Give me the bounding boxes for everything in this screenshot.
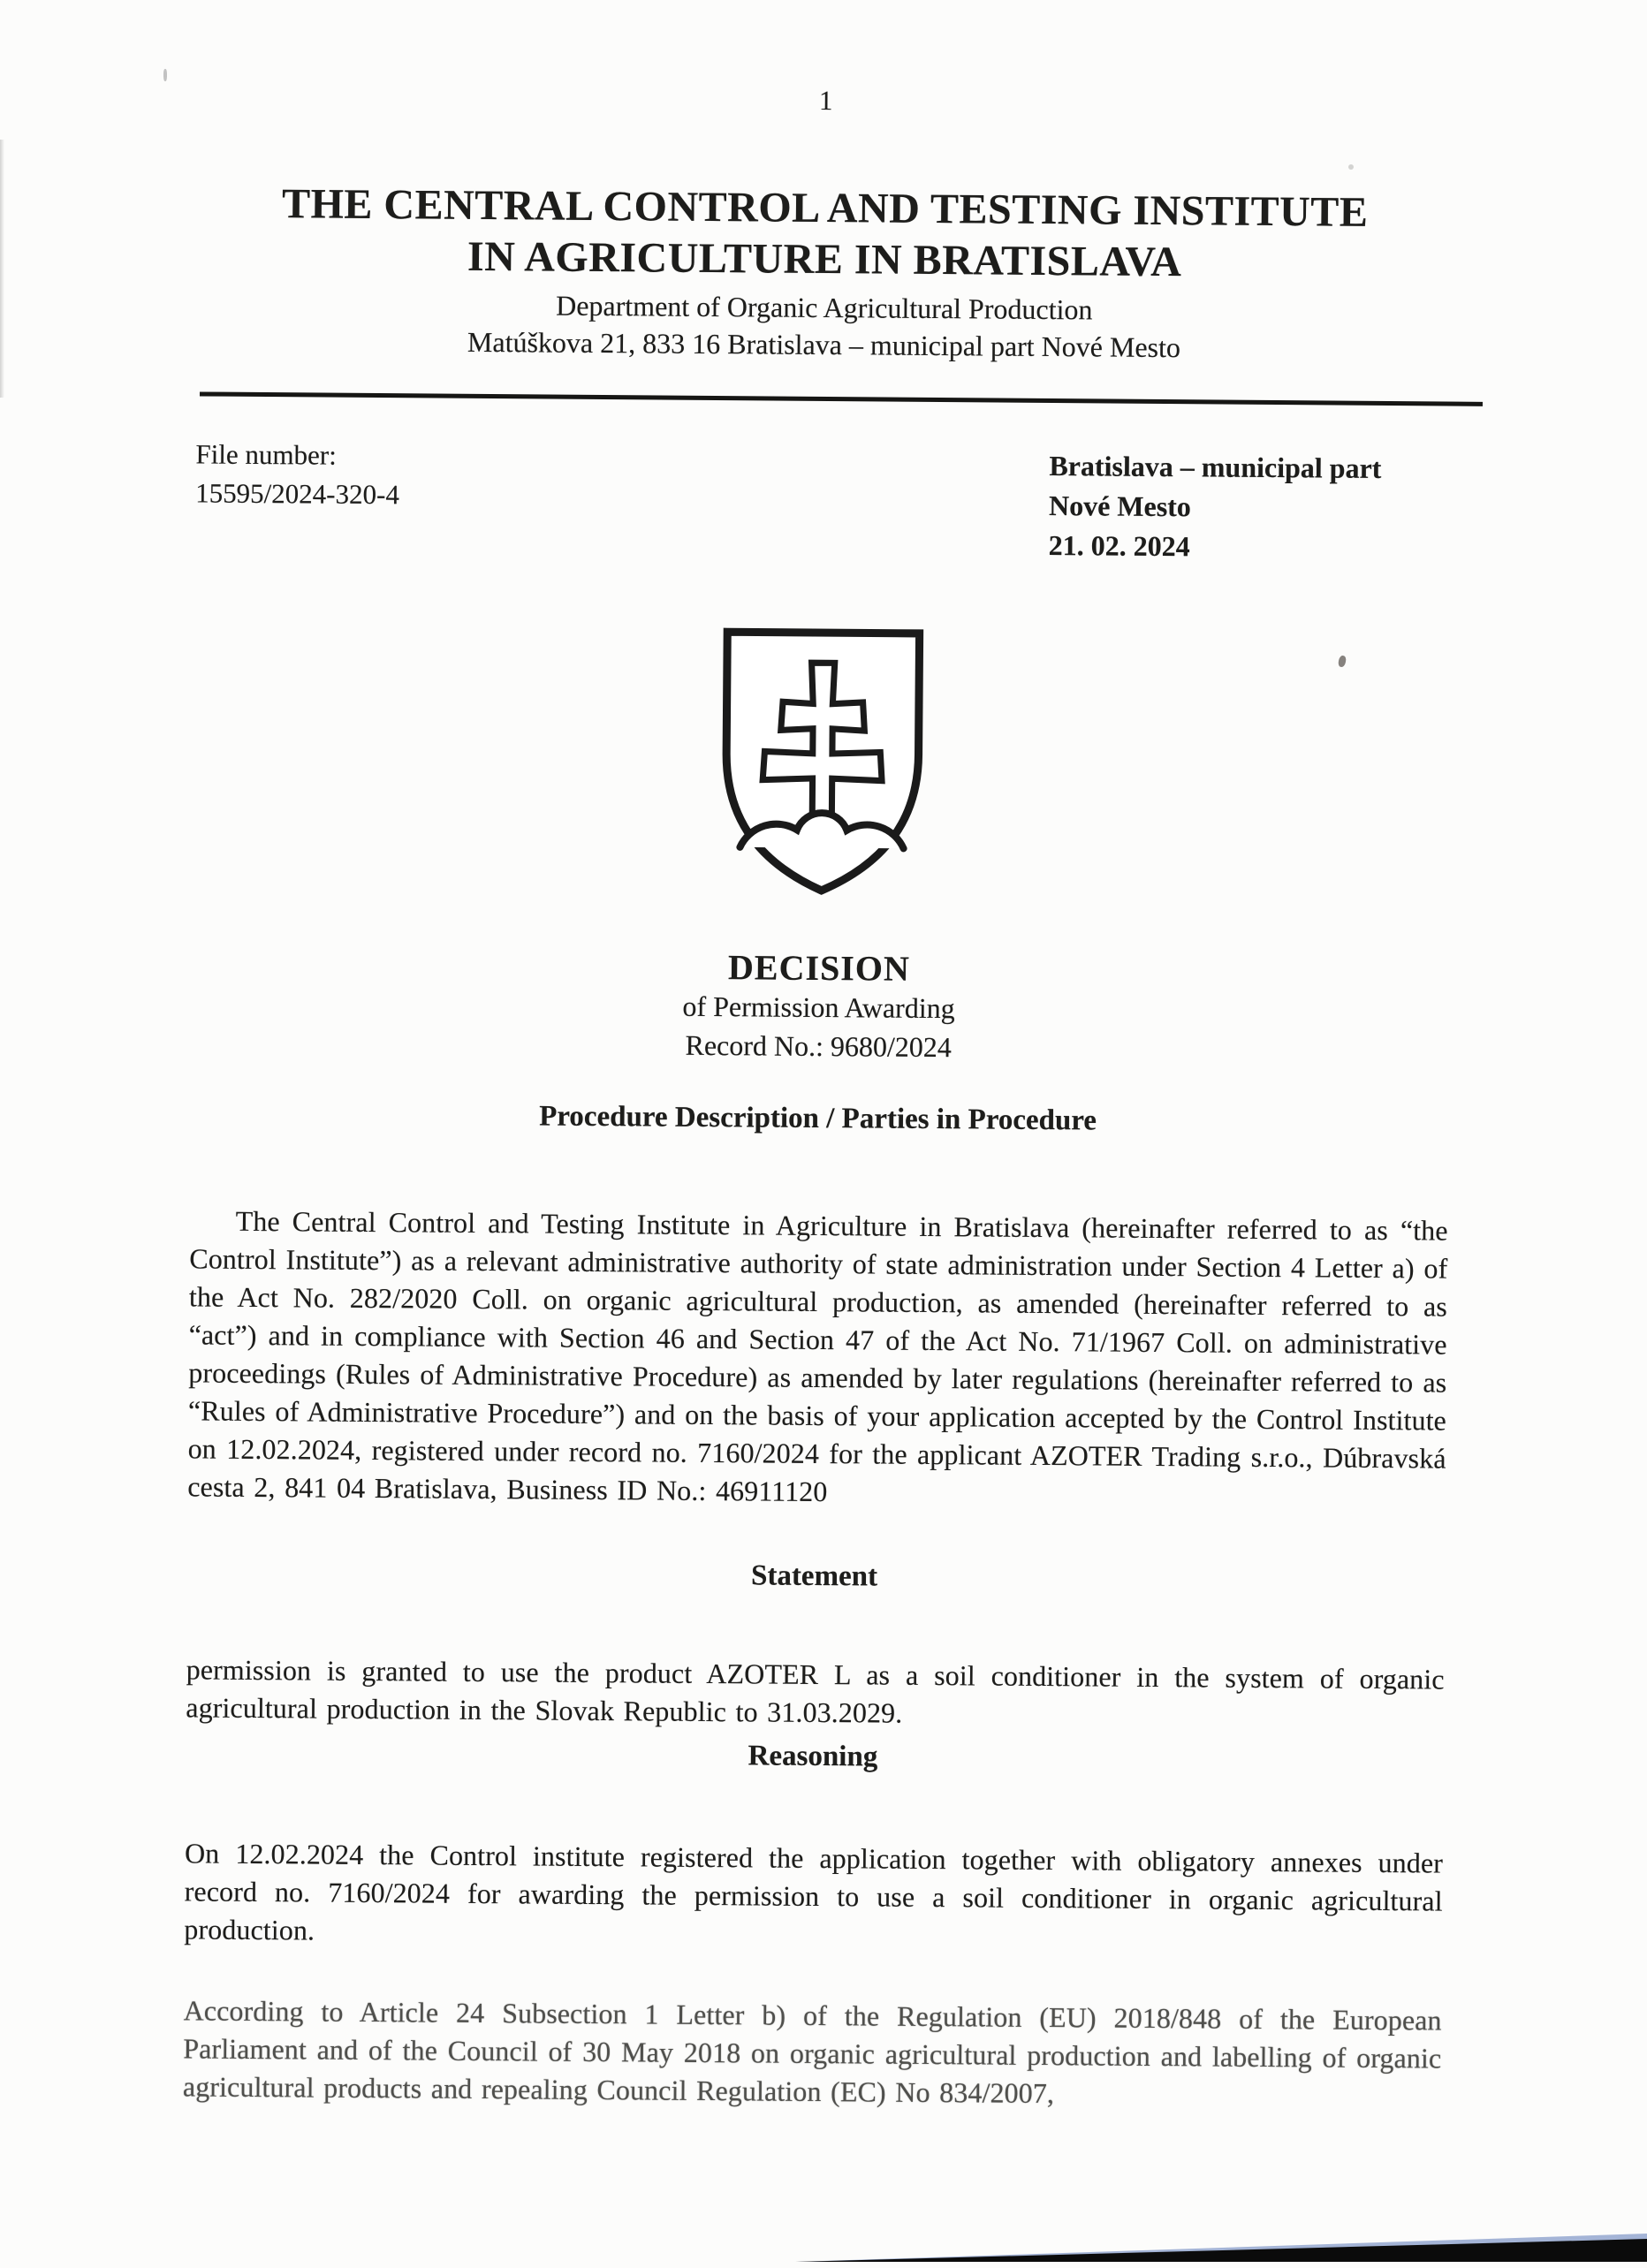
procedure-paragraph: The Central Control and Testing Institute in Agriculture in Bratislava (hereinafter referred to as “the Control Institute”) as a relevant administrative authority of state administration under Section 4 Letter a) of the Act No. 282/2020 Coll. on organic agricultural production, as amended (hereinafter referred to as “act”) and in compliance with Section 46 and Section 47 of the Act No. 71/1967 Coll. on administrative proceedings (Rules of Administrative Procedure) as amended by later regulations (hereinafter referred to as “Rules of Administrative Procedure”) and on the basis of your application accepted by the Control Institute on 12.02.2024, registered under record no. 7160/2024 for the applicant AZOTER Trading s.r.o., Dúbravská cesta 2, 841 04 Bratislava, Business ID No.: 46911120 — [187, 1204, 1448, 1508]
scan-edge-shadow — [0, 140, 4, 398]
section-heading-reasoning: Reasoning — [748, 1740, 878, 1773]
scan-artifact-bottom-band — [0, 2223, 1647, 2262]
place-line1: Bratislava – municipal part — [1049, 450, 1382, 484]
header-divider-rule — [200, 391, 1483, 406]
decision-heading: DECISION — [727, 947, 911, 989]
decision-record-number: Record No.: 9680/2024 — [685, 1028, 953, 1064]
page-number: 1 — [818, 84, 833, 117]
place-line2: Nové Mesto — [1048, 489, 1192, 523]
file-number-block — [195, 435, 399, 514]
institute-title-line2: IN AGRICULTURE IN BRATISLAVA — [467, 232, 1182, 286]
place-date-block — [1049, 446, 1382, 568]
decision-subheading: of Permission Awarding — [682, 990, 955, 1025]
file-number-value: 15595/2024-320-4 — [195, 477, 400, 511]
reasoning-paragraph-1: On 12.02.2024 the Control institute registered the application together with obligatory annexes under record no. 7160/2024 for awarding the permission to use a soil conditioner in organic agricultural production. — [184, 1837, 1444, 1946]
department-line: Department of Organic Agricultural Production — [556, 289, 1093, 326]
date-line: 21. 02. 2024 — [1048, 529, 1190, 563]
institute-title-line1: THE CENTRAL CONTROL AND TESTING INSTITUTE — [281, 180, 1369, 236]
slovak-coat-of-arms-icon — [713, 623, 932, 900]
address-line: Matúškova 21, 833 16 Bratislava – municipal part Nové Mesto — [467, 325, 1181, 364]
scan-speck — [163, 69, 167, 81]
statement-paragraph: permission is granted to use the product AZOTER L as a soil conditioner in the system of organic agricultural production in the Slovak Republic to 31.03.2029. — [186, 1653, 1445, 1729]
scan-speck — [1348, 164, 1354, 170]
file-number-label: File number: — [195, 438, 337, 471]
section-heading-procedure: Procedure Description / Parties in Procedure — [539, 1100, 1097, 1137]
reasoning-paragraph-2: According to Article 24 Subsection 1 Letter b) of the Regulation (EU) 2018/848 of the European Parliament and of the Council of 30 May 2018 on organic agricultural production and labelling of organic agricultural products and repealing Council Regulation (EC) No 834/2007, — [182, 1994, 1442, 2110]
section-heading-statement: Statement — [750, 1559, 878, 1593]
